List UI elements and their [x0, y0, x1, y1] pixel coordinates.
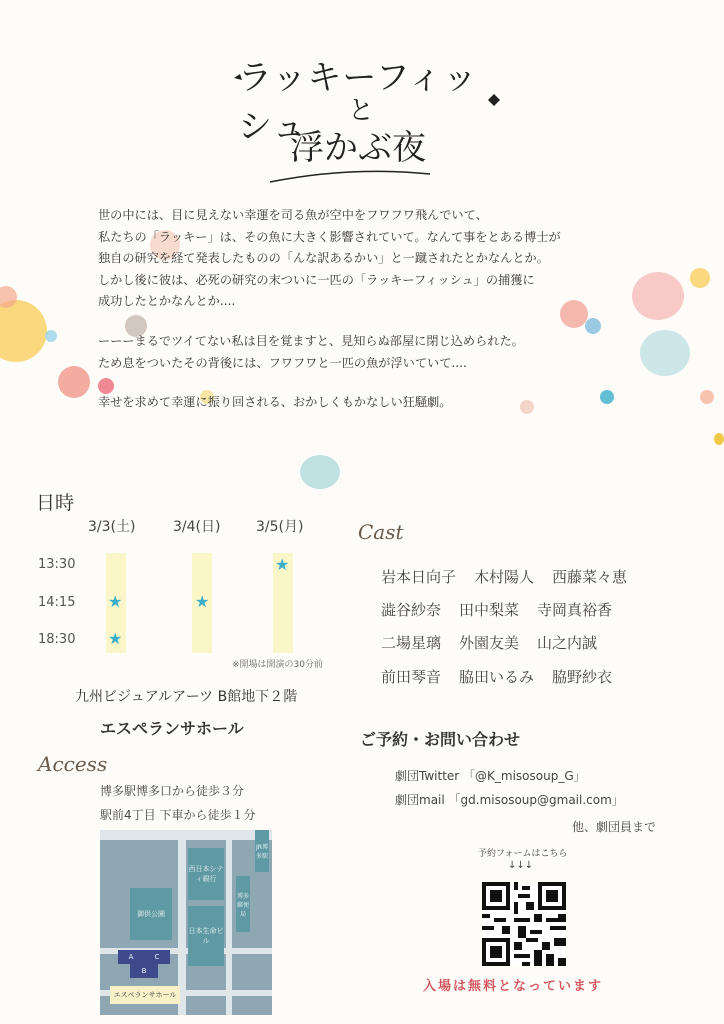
cast-member: 脇野紗衣 [552, 668, 613, 686]
access-map [100, 830, 272, 1015]
title-block [230, 50, 500, 170]
star-icon: ★ [195, 592, 210, 611]
cast-member: 田中梨菜 [459, 601, 520, 619]
star-icon: ★ [108, 629, 123, 648]
intro-paragraph-2 [98, 331, 698, 374]
access-line-1: 博多駅博多口から徒歩３分 [100, 784, 245, 798]
free-admission-notice: 入場は無料となっています [423, 979, 604, 994]
cast-member: 木村陽人 [474, 568, 535, 586]
contact-heading: ご予約・お問い合わせ [360, 730, 521, 749]
map-building-c: C [144, 950, 170, 964]
title-connector: と [348, 96, 375, 126]
schedule-day-3: 3/5(月) [256, 519, 304, 535]
cast-member: 脇田いるみ [459, 668, 535, 686]
cast-member: 前田琴音 [381, 668, 442, 686]
contact-mail: 劇団mail 「gd.misosoup@gmail.com」 [395, 793, 624, 807]
intro-line: ため息をついたその背後には、フワフワと一匹の魚が浮いていて.... [98, 355, 467, 370]
contact-twitter: 劇団Twitter 「@K_misosoup_G」 [395, 769, 586, 783]
intro-line: しかし後に彼は、必死の研究の末ついに一匹の「ラッキーフィッシュ」の捕獲に [98, 272, 535, 287]
title-line-2: 浮かぶ夜 [290, 128, 426, 168]
cast-member: 二場星璃 [381, 634, 442, 652]
intro-line: 幸せを求めて幸運に振り回される、おかしくもかなしい狂騒劇。 [98, 395, 452, 410]
cast-member: 山之内誠 [537, 634, 598, 652]
intro-paragraph-1 [98, 205, 698, 313]
title-line-1: ラッキーフィッシュ [238, 58, 478, 147]
cast-member: 寺岡真裕香 [537, 601, 613, 619]
cast-row [381, 666, 630, 687]
venue-name: エスペランサホール [100, 719, 244, 738]
qr-code[interactable] [482, 882, 566, 966]
intro-text [98, 205, 698, 424]
form-label: 予約フォームはこちら [478, 849, 568, 859]
cast-member: 西藤菜々恵 [552, 568, 628, 586]
schedule-heading: 日時 [36, 492, 75, 514]
map-hall-label: エスペランサホール [110, 986, 180, 1004]
map-building-a: A [118, 950, 144, 964]
map-building-b: B [130, 964, 158, 978]
map-park: 御供公園 [130, 888, 172, 940]
map-jr-station: JR博多駅 [255, 830, 269, 872]
cast-member: 澁谷紗奈 [381, 601, 442, 619]
cast-heading: Cast [358, 520, 404, 544]
map-bank: 西日本シティ銀行 [188, 848, 224, 900]
schedule-time-3: 18:30 [38, 632, 76, 647]
star-icon: ★ [108, 592, 123, 611]
intro-line: 私たちの「ラッキー」は、その魚に大きく影響されていて。なんて事をとある博士が [98, 229, 561, 244]
intro-line: 独自の研究を経て発表したものの「んな訳あるかい」と一蹴されたとかなんとか。 [98, 251, 549, 266]
intro-line: 成功したとかなんとか.... [98, 294, 236, 309]
cast-row [381, 632, 615, 653]
intro-line: ーーーまるでツイてない私は目を覚ますと、見知らぬ部屋に閉じ込められた。 [98, 333, 524, 348]
cast-member: 外園友美 [459, 634, 520, 652]
arrow-down-icon: ↓↓↓ [508, 860, 534, 871]
star-icon: ★ [275, 555, 290, 574]
schedule-time-1: 13:30 [38, 557, 76, 572]
schedule-day-2: 3/4(日) [173, 519, 221, 535]
venue-address: 九州ビジュアルアーツ B館地下２階 [75, 689, 298, 705]
intro-paragraph-3 [98, 392, 698, 414]
cast-row [381, 599, 630, 620]
cast-member: 岩本日向子 [381, 568, 457, 586]
qr-code-icon [482, 882, 566, 966]
schedule-note: ※開場は開演の30分前 [232, 660, 323, 670]
schedule-time-2: 14:15 [38, 595, 76, 610]
cast-row [381, 566, 645, 587]
map-post-office: 博多郵便局 [236, 876, 250, 932]
access-line-2: 駅前4丁目 下車から徒歩１分 [100, 808, 256, 822]
schedule-day-1: 3/3(土) [88, 519, 136, 535]
access-heading: Access [38, 752, 108, 776]
contact-other: 他、劇団員まで [572, 820, 657, 834]
intro-line: 世の中には、目に見えない幸運を司る魚が空中をフワフワ飛んでいて、 [98, 208, 488, 222]
map-life-building: 日本生命ビル [188, 906, 224, 966]
